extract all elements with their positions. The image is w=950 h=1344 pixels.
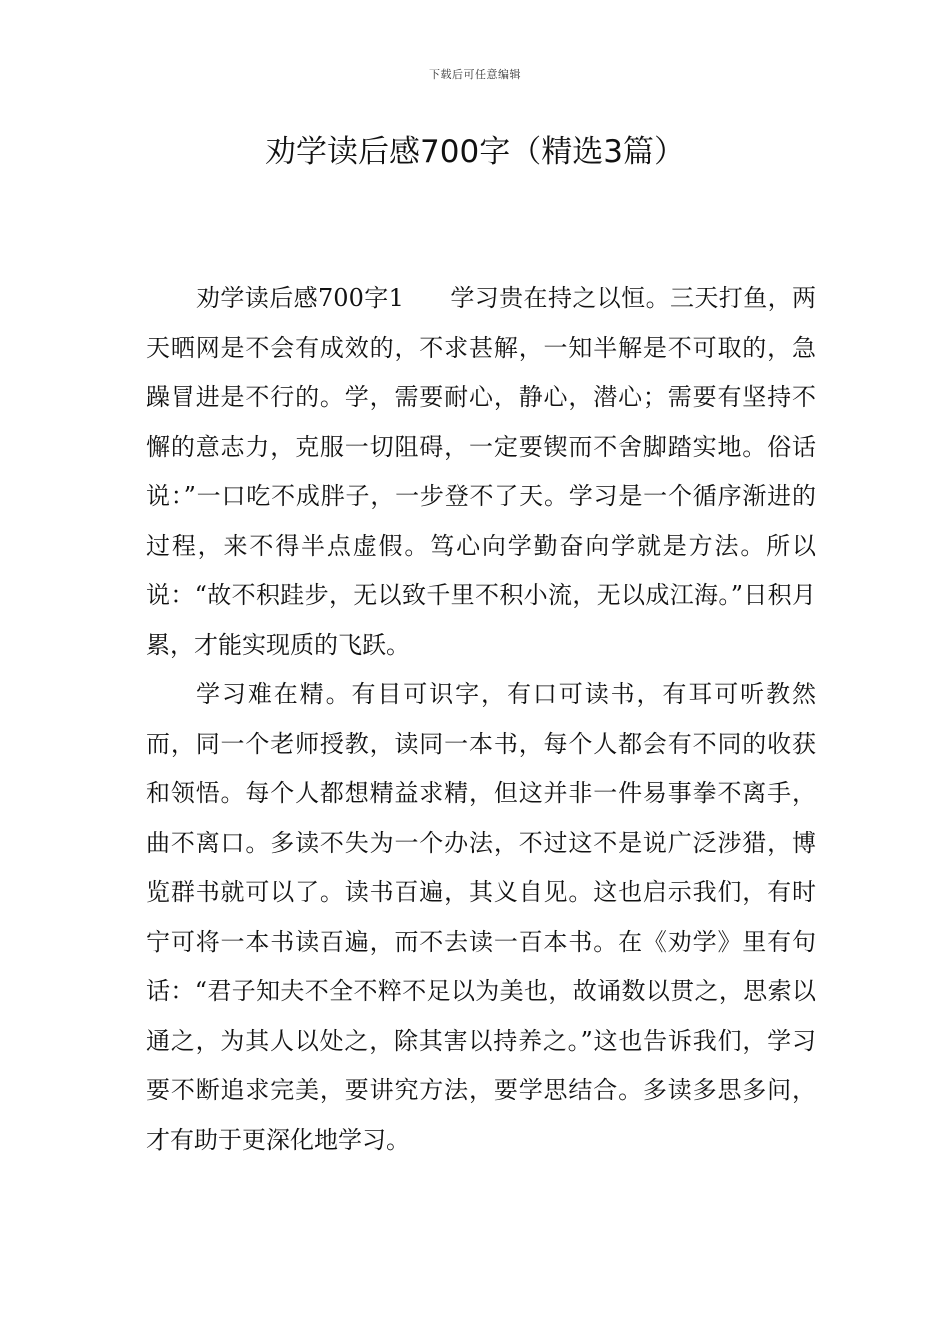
header-note: 下载后可任意编辑 bbox=[429, 68, 521, 81]
document-title: 劝学读后感700字（精选3篇） bbox=[265, 134, 685, 170]
paragraph-1-text: 学习贵在持之以恒。三天打鱼，两天晒网是不会有成效的，不求甚解，一知半解是不可取的，急躁冒进是不行的。学，需要耐心，静心，潜心；需要有坚持不懈的意志力，克服一切阻碍，一定要锲而不舍脚踏实地。俗话说：”一口吃不成胖子，一步登不了天。学习是一个循序渐进的过程，来不得半点虚假。笃心向学勤奋向学就是方法。所以说：“故不积跬步，无以致千里不积小流，无以成江海。”日积月累，才能实现质的飞跃。 bbox=[146, 284, 817, 659]
paragraph-1 bbox=[146, 274, 816, 670]
paragraph-2 bbox=[146, 670, 816, 1165]
document-body bbox=[146, 274, 816, 1165]
essay-label: 劝学读后感700字1 bbox=[196, 284, 404, 312]
paragraph-2-text: 学习难在精。有目可识字，有口可读书，有耳可听教然而，同一个老师授教，读同一本书，每个人都会有不同的收获和领悟。每个人都想精益求精，但这并非一件易事拳不离手，曲不离口。多读不失为一个办法，不过这不是说广泛涉猎，博览群书就可以了。读书百遍，其义自见。这也启示我们，有时宁可将一本书读百遍，而不去读一百本书。在《劝学》里有句话：“君子知夫不全不粹不足以为美也，故诵数以贯之，思索以通之，为其人以处之，除其害以持养之。”这也告诉我们，学习要不断追求完美，要讲究方法，要学思结合。多读多思多问，才有助于更深化地学习。 bbox=[146, 680, 816, 1154]
